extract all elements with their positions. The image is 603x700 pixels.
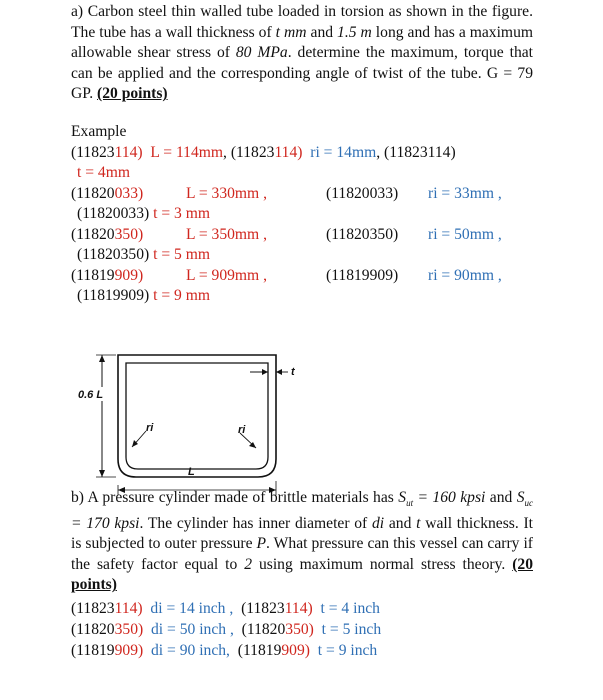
part-a-text-2: and <box>306 23 338 41</box>
row4-ri: ri = 90mm , <box>428 267 502 284</box>
part-b-text-2: and <box>485 489 517 506</box>
part-b-points: (20 points) <box>71 555 533 594</box>
example-row-2b: (11820033) t = 3 mm <box>77 205 210 222</box>
part-b-text-3: . The cylinder has inner diameter of <box>139 514 372 532</box>
example-row-1: (11823114) L = 114mm, (11823114) ri = 14mm, (11823114) <box>71 144 456 161</box>
row3-id2: (11820350) <box>326 226 399 243</box>
part-b-row-3: (11819909) di = 90 inch, (11819909) t = 9 inch <box>71 642 378 659</box>
part-a-text-1: a) Carbon steel thin walled tube loaded in torsion as shown in the figure. The tube has a wall thickness of <box>71 3 533 41</box>
example-row-3a: (11820350) <box>71 226 144 243</box>
shear-stress-value: 80 MPa <box>235 44 288 62</box>
row2-ri: ri = 33mm , <box>428 185 502 202</box>
safety-factor: 2 <box>244 555 253 573</box>
example-row-4a: (11819909) <box>71 267 144 284</box>
part-a-text-3: long and has a maximum allowable shear stress of <box>71 23 533 62</box>
row3-L: L = 350mm , <box>186 226 267 243</box>
row4-id2: (11819909) <box>326 267 399 284</box>
example-heading: Example <box>71 123 127 140</box>
part-b-text-6: . What pressure can this vessel can carry if the safety factor equal to <box>71 535 533 573</box>
row1-L: L = 114mm <box>150 144 224 161</box>
example-row-4b: (11819909) t = 9 mm <box>77 287 210 304</box>
part-b-text-1: b) A pressure cylinder made of brittle materials has <box>71 489 399 506</box>
example-row-3b: (11820350) t = 5 mm <box>77 246 210 263</box>
row1-t: t = 4mm <box>77 164 130 181</box>
part-b-row-2: (11820350) di = 50 inch , (11820350) t = 5 inch <box>71 621 382 638</box>
part-b-text-4: and <box>384 514 417 532</box>
tube-length: 1.5 m <box>337 23 372 41</box>
figure-label-height: 0.6 L <box>78 389 104 401</box>
part-a-points: (20 points) <box>97 85 168 103</box>
di-var: di <box>372 514 385 532</box>
part-a-text-4: . determine the maximum, torque that can be applied and the corresponding angle of twist of the tube. G = 79 GP. <box>71 44 533 103</box>
sut-symbol: $S_{ut} = 160$ kpsi <box>398 489 486 509</box>
row1-ri: ri = 14mm <box>310 144 377 161</box>
part-b-paragraph <box>71 488 533 596</box>
part-a-paragraph <box>71 2 533 105</box>
row2-L: L = 330mm , <box>186 185 267 202</box>
row3-ri: ri = 50mm , <box>428 226 502 243</box>
figure-label-thickness: t <box>291 366 295 378</box>
figure-label-length: L <box>188 466 195 478</box>
example-row-2a: (11820033) <box>71 185 144 202</box>
part-b-text-5: wall thickness. It is subjected to outer pressure <box>71 514 534 553</box>
row4-L: L = 909mm , <box>186 267 267 284</box>
t-var: t <box>416 514 421 532</box>
row1-id3: (11823114) <box>384 144 456 161</box>
figure-label-ri-right: ri <box>238 424 246 436</box>
tube-outer-wall <box>118 355 276 477</box>
suc-symbol: $S_{uc} = 170$ kpsi <box>71 489 534 532</box>
row2-id2: (11820033) <box>326 185 399 202</box>
figure-label-ri-left: ri <box>146 422 154 434</box>
p-var: P <box>256 535 267 553</box>
tube-inner-wall <box>126 363 268 469</box>
part-b-row-1: (11823114) di = 14 inch , (11823114) t = 4 inch <box>71 600 380 617</box>
row1-id2: (11823114) <box>230 144 303 161</box>
part-b-text-7: using maximum normal stress theory. <box>252 555 513 573</box>
row1-id: (11823114) <box>71 144 143 161</box>
thickness-var: t mm <box>275 23 307 41</box>
